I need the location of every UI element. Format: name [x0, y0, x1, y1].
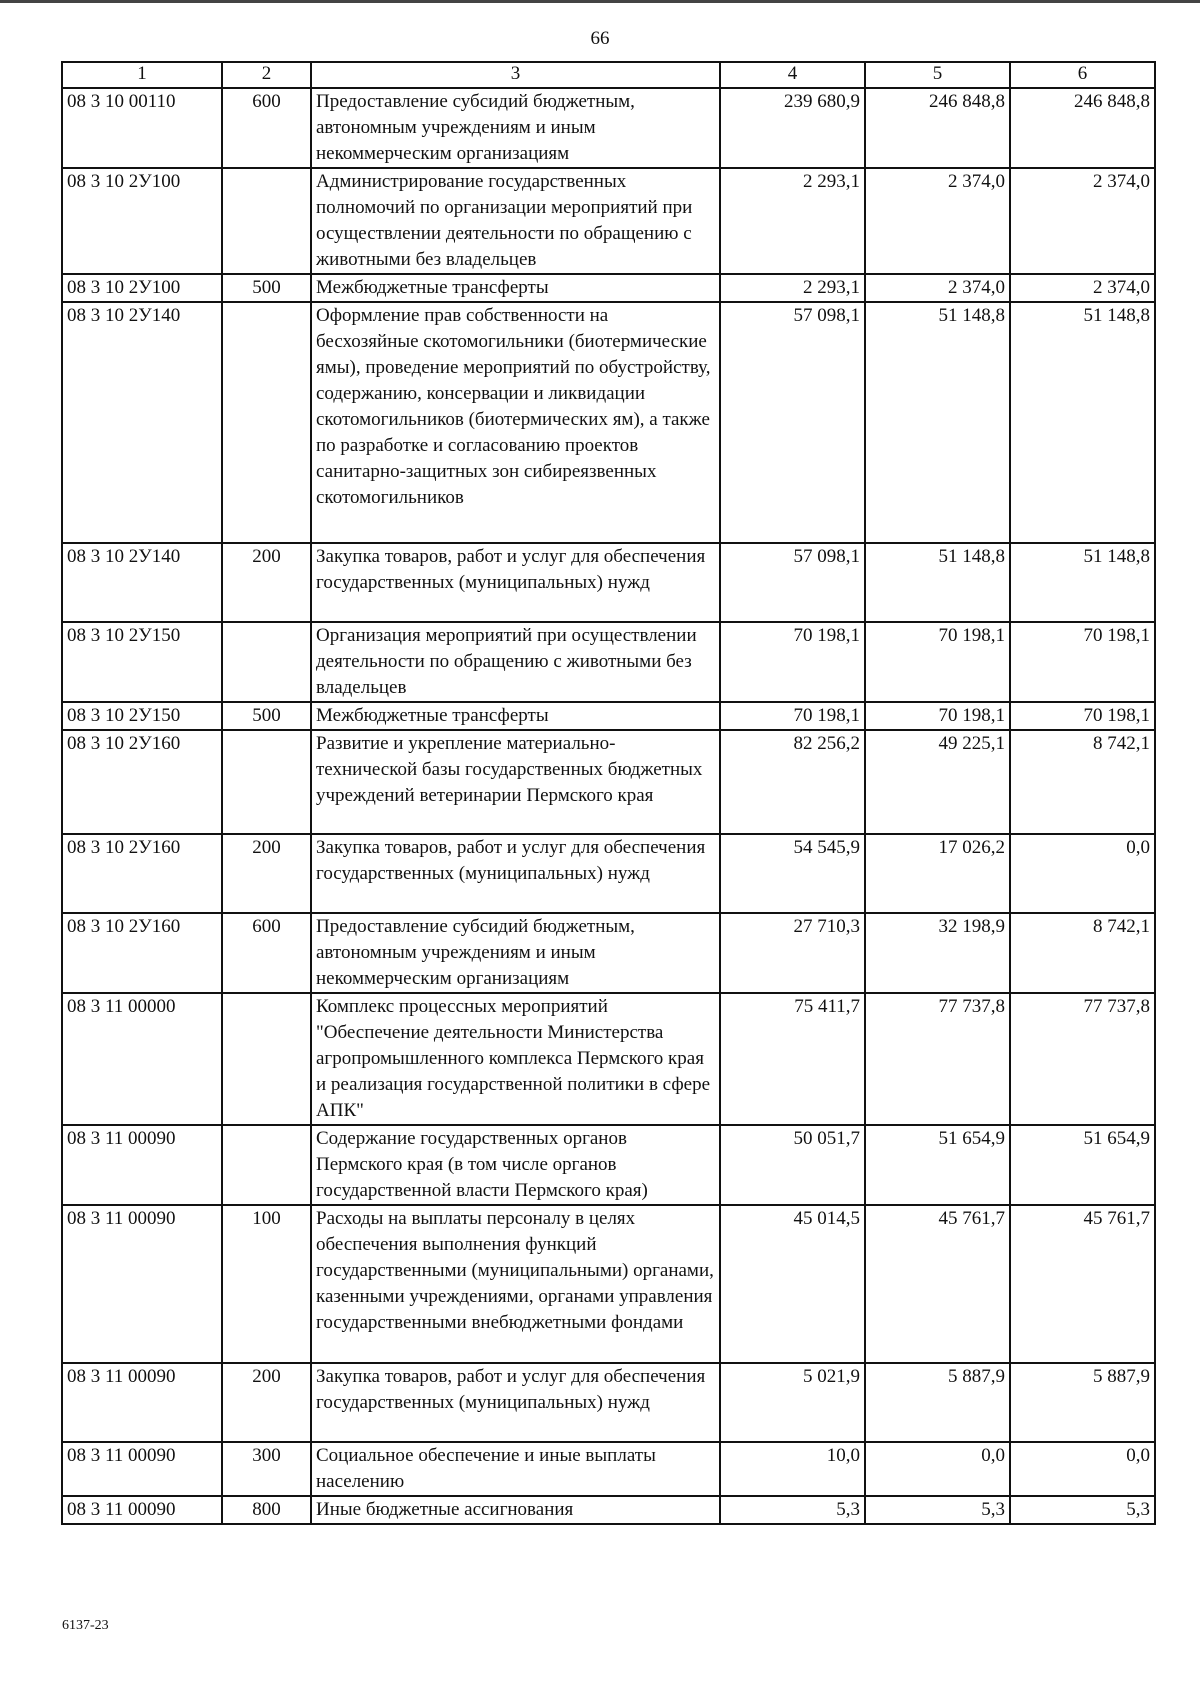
expense-type-code: 200	[222, 834, 311, 913]
amount-col-4: 57 098,1	[720, 543, 865, 622]
amount-col-5: 51 654,9	[865, 1125, 1010, 1205]
amount-col-5: 45 761,7	[865, 1205, 1010, 1363]
expense-type-code: 600	[222, 913, 311, 993]
amount-col-4: 5,3	[720, 1496, 865, 1524]
amount-col-4: 239 680,9	[720, 88, 865, 168]
amount-col-5: 51 148,8	[865, 543, 1010, 622]
amount-col-4: 70 198,1	[720, 702, 865, 730]
amount-col-4: 50 051,7	[720, 1125, 865, 1205]
table-row	[62, 993, 1155, 1125]
header-col-3: 3	[311, 62, 720, 88]
expense-type-code	[222, 622, 311, 702]
expense-type-code: 600	[222, 88, 311, 168]
item-name: Оформление прав собственности на бесхозяйные скотомогильники (биотермические ямы), проведение мероприятий по обустройству, содержанию, консервации и ликвидации скотомогильников (биотермических ям), а также по разработке и согласованию проектов санитарно-защитных зон сибиреязвенных скотомогильников	[311, 302, 720, 543]
amount-col-6: 45 761,7	[1010, 1205, 1155, 1363]
target-article-code: 08 3 11 00090	[62, 1205, 222, 1363]
target-article-code: 08 3 10 2У150	[62, 622, 222, 702]
page-number: 66	[590, 28, 610, 49]
table-row	[62, 913, 1155, 993]
target-article-code: 08 3 10 2У140	[62, 302, 222, 543]
target-article-code: 08 3 10 2У160	[62, 913, 222, 993]
target-article-code: 08 3 11 00090	[62, 1363, 222, 1442]
expense-type-code	[222, 993, 311, 1125]
amount-col-4: 2 293,1	[720, 168, 865, 274]
expense-type-code	[222, 168, 311, 274]
item-name: Комплекс процессных мероприятий "Обеспечение деятельности Министерства агропромышленного комплекса Пермского края и реализация государственной политики в сфере АПК"	[311, 993, 720, 1125]
expense-type-code: 200	[222, 1363, 311, 1442]
header-row	[62, 62, 1155, 88]
table-row	[62, 1442, 1155, 1496]
table-row	[62, 1125, 1155, 1205]
item-name: Межбюджетные трансферты	[311, 702, 720, 730]
budget-table	[61, 61, 1156, 1525]
target-article-code: 08 3 10 2У150	[62, 702, 222, 730]
expense-type-code	[222, 730, 311, 834]
amount-col-4: 45 014,5	[720, 1205, 865, 1363]
table-row	[62, 834, 1155, 913]
expense-type-code	[222, 1125, 311, 1205]
item-name: Закупка товаров, работ и услуг для обеспечения государственных (муниципальных) нужд	[311, 543, 720, 622]
amount-col-6: 2 374,0	[1010, 168, 1155, 274]
amount-col-6: 2 374,0	[1010, 274, 1155, 302]
amount-col-4: 54 545,9	[720, 834, 865, 913]
table-row	[62, 543, 1155, 622]
item-name: Администрирование государственных полномочий по организации мероприятий при осуществлении деятельности по обращению с животными без владельцев	[311, 168, 720, 274]
item-name: Предоставление субсидий бюджетным, автономным учреждениям и иным некоммерческим организациям	[311, 88, 720, 168]
target-article-code: 08 3 10 2У100	[62, 168, 222, 274]
scan-edge-line	[0, 0, 1200, 3]
amount-col-4: 75 411,7	[720, 993, 865, 1125]
amount-col-5: 51 148,8	[865, 302, 1010, 543]
target-article-code: 08 3 10 2У140	[62, 543, 222, 622]
expense-type-code: 300	[222, 1442, 311, 1496]
amount-col-6: 51 654,9	[1010, 1125, 1155, 1205]
table-row	[62, 168, 1155, 274]
amount-col-6: 5 887,9	[1010, 1363, 1155, 1442]
target-article-code: 08 3 10 2У160	[62, 834, 222, 913]
amount-col-5: 49 225,1	[865, 730, 1010, 834]
expense-type-code: 500	[222, 274, 311, 302]
target-article-code: 08 3 10 2У160	[62, 730, 222, 834]
header-col-6: 6	[1010, 62, 1155, 88]
table-row	[62, 88, 1155, 168]
amount-col-6: 8 742,1	[1010, 730, 1155, 834]
table-row	[62, 702, 1155, 730]
amount-col-5: 77 737,8	[865, 993, 1010, 1125]
table-row	[62, 1363, 1155, 1442]
amount-col-5: 5 887,9	[865, 1363, 1010, 1442]
item-name: Закупка товаров, работ и услуг для обеспечения государственных (муниципальных) нужд	[311, 834, 720, 913]
amount-col-4: 10,0	[720, 1442, 865, 1496]
header-col-1: 1	[62, 62, 222, 88]
item-name: Расходы на выплаты персоналу в целях обеспечения выполнения функций государственными (муниципальными) органами, казенными учреждениями, органами управления государственными внебюджетными фондами	[311, 1205, 720, 1363]
amount-col-6: 8 742,1	[1010, 913, 1155, 993]
table-row	[62, 622, 1155, 702]
amount-col-6: 0,0	[1010, 834, 1155, 913]
amount-col-6: 246 848,8	[1010, 88, 1155, 168]
table-row	[62, 274, 1155, 302]
target-article-code: 08 3 10 00110	[62, 88, 222, 168]
amount-col-6: 70 198,1	[1010, 622, 1155, 702]
amount-col-4: 82 256,2	[720, 730, 865, 834]
amount-col-5: 5,3	[865, 1496, 1010, 1524]
amount-col-5: 17 026,2	[865, 834, 1010, 913]
amount-col-6: 77 737,8	[1010, 993, 1155, 1125]
amount-col-5: 2 374,0	[865, 274, 1010, 302]
item-name: Организация мероприятий при осуществлении деятельности по обращению с животными без владельцев	[311, 622, 720, 702]
amount-col-4: 27 710,3	[720, 913, 865, 993]
amount-col-5: 246 848,8	[865, 88, 1010, 168]
item-name: Межбюджетные трансферты	[311, 274, 720, 302]
amount-col-5: 70 198,1	[865, 702, 1010, 730]
expense-type-code: 200	[222, 543, 311, 622]
amount-col-4: 70 198,1	[720, 622, 865, 702]
header-col-2: 2	[222, 62, 311, 88]
amount-col-6: 70 198,1	[1010, 702, 1155, 730]
item-name: Закупка товаров, работ и услуг для обеспечения государственных (муниципальных) нужд	[311, 1363, 720, 1442]
expense-type-code: 500	[222, 702, 311, 730]
item-name: Развитие и укрепление материально-технической базы государственных бюджетных учреждений ветеринарии Пермского края	[311, 730, 720, 834]
document-footer-code: 6137-23	[62, 1618, 109, 1633]
target-article-code: 08 3 11 00090	[62, 1442, 222, 1496]
amount-col-6: 0,0	[1010, 1442, 1155, 1496]
target-article-code: 08 3 11 00090	[62, 1125, 222, 1205]
amount-col-6: 5,3	[1010, 1496, 1155, 1524]
item-name: Предоставление субсидий бюджетным, автономным учреждениям и иным некоммерческим организациям	[311, 913, 720, 993]
amount-col-5: 2 374,0	[865, 168, 1010, 274]
header-col-5: 5	[865, 62, 1010, 88]
item-name: Содержание государственных органов Пермского края (в том числе органов государственной власти Пермского края)	[311, 1125, 720, 1205]
amount-col-4: 57 098,1	[720, 302, 865, 543]
amount-col-6: 51 148,8	[1010, 543, 1155, 622]
item-name: Социальное обеспечение и иные выплаты населению	[311, 1442, 720, 1496]
target-article-code: 08 3 11 00000	[62, 993, 222, 1125]
amount-col-5: 70 198,1	[865, 622, 1010, 702]
amount-col-6: 51 148,8	[1010, 302, 1155, 543]
expense-type-code: 800	[222, 1496, 311, 1524]
table-row	[62, 1205, 1155, 1363]
amount-col-5: 0,0	[865, 1442, 1010, 1496]
target-article-code: 08 3 10 2У100	[62, 274, 222, 302]
expense-type-code: 100	[222, 1205, 311, 1363]
table-row	[62, 302, 1155, 543]
table-row	[62, 730, 1155, 834]
amount-col-4: 5 021,9	[720, 1363, 865, 1442]
header-col-4: 4	[720, 62, 865, 88]
amount-col-4: 2 293,1	[720, 274, 865, 302]
item-name: Иные бюджетные ассигнования	[311, 1496, 720, 1524]
expense-type-code	[222, 302, 311, 543]
amount-col-5: 32 198,9	[865, 913, 1010, 993]
table-row	[62, 1496, 1155, 1524]
target-article-code: 08 3 11 00090	[62, 1496, 222, 1524]
